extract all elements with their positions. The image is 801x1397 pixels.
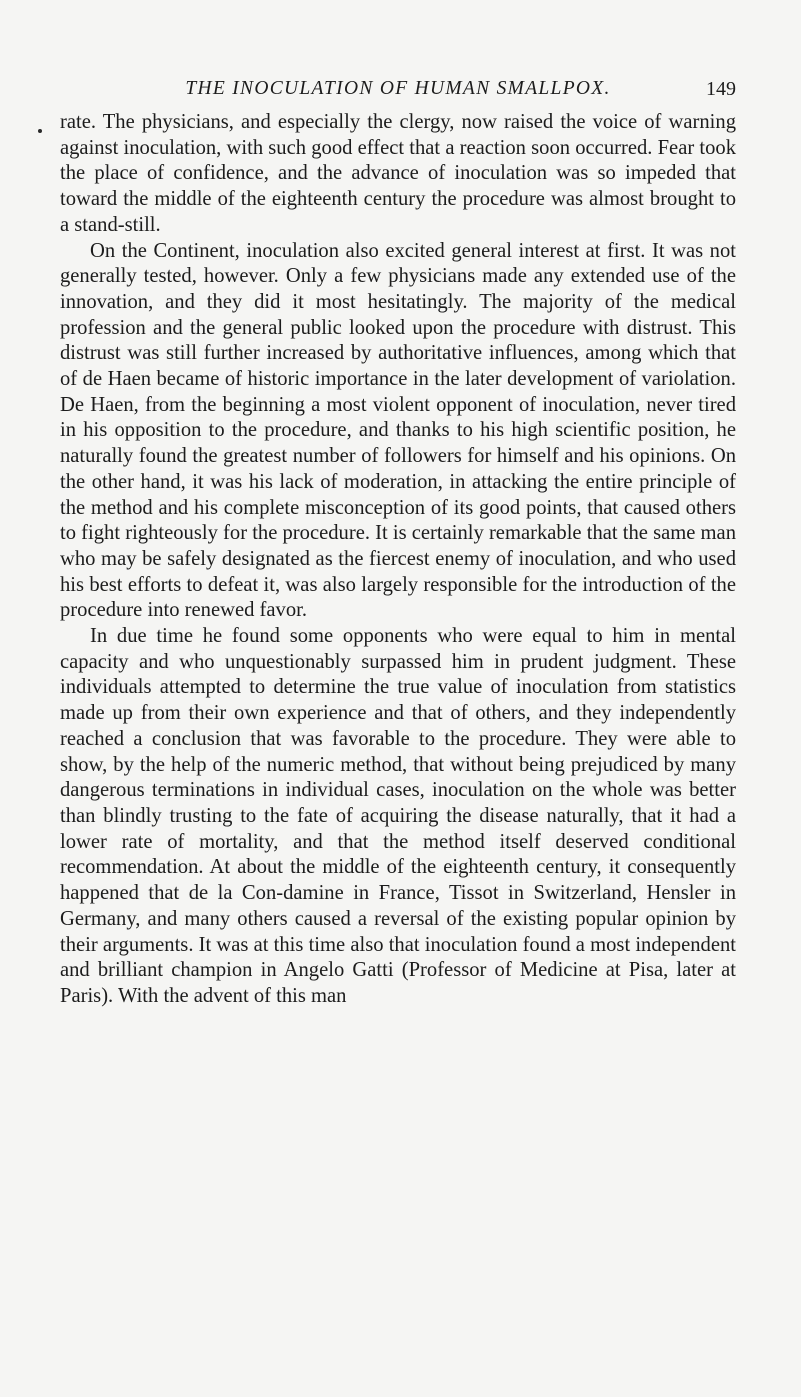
page-number: 149 <box>706 78 736 100</box>
running-title: THE INOCULATION OF HUMAN SMALLPOX. <box>185 78 611 99</box>
paragraph-continent: On the Continent, inoculation also excited general interest at first. It was not generally tested, however. Only a few physicians made any extended use of the innovation, and they did it most hesitatingly. The majority of the medical profession and the general public looked upon the procedure with distrust. This distrust was still further increased by authoritative influences, among which that of de Haen became of historic importance in the later development of variolation. De Haen, from the beginning a most violent opponent of inoculation, never tired in his opposition to the procedure, and thanks to his high scientific position, he naturally found the greatest number of followers for himself and his opinions. On the other hand, it was his lack of moderation, in attacking the entire principle of the method and his complete misconception of its good points, that caused others to fight righteously for the procedure. It is certainly remarkable that the same man who may be safely designated as the fiercest enemy of inoculation, and who used his best efforts to defeat it, was also largely responsible for the introduction of the procedure into renewed favor. <box>60 239 736 622</box>
paragraph-opponents: In due time he found some opponents who were equal to him in mental capacity and who unquestionably surpassed him in prudent judgment. These individuals attempted to determine the true value of inoculation from statistics made up from their own experience and that of others, and they independently reached a conclusion that was favorable to the procedure. They were able to show, by the help of the numeric method, that without being prejudiced by many dangerous terminations in individual cases, inoculation on the whole was better than blindly trusting to the fate of acquiring the disease naturally, that it had a lower rate of mortality, and that the method itself deserved conditional recommendation. At about the middle of the eighteenth century, it consequently happened that de la Con-damine in France, Tissot in Switzerland, Hensler in Germany, and many others caused a reversal of the existing popular opinion by their arguments. It was at this time also that inoculation found a most independent and brilliant champion in Angelo Gatti (Professor of Medicine at Pisa, later at Paris). With the advent of this man <box>60 625 736 1007</box>
running-head <box>60 74 736 108</box>
paragraph-continuation: rate. The physicians, and especially the clergy, now raised the voice of warning against inoculation, with such good effect that a reaction soon occurred. Fear took the place of confidence, and the advance of inoculation was so impeded that toward the middle of the eighteenth century the procedure was almost brought to a stand-still. <box>60 111 736 236</box>
margin-mark <box>38 129 42 133</box>
body-text <box>60 110 736 1010</box>
